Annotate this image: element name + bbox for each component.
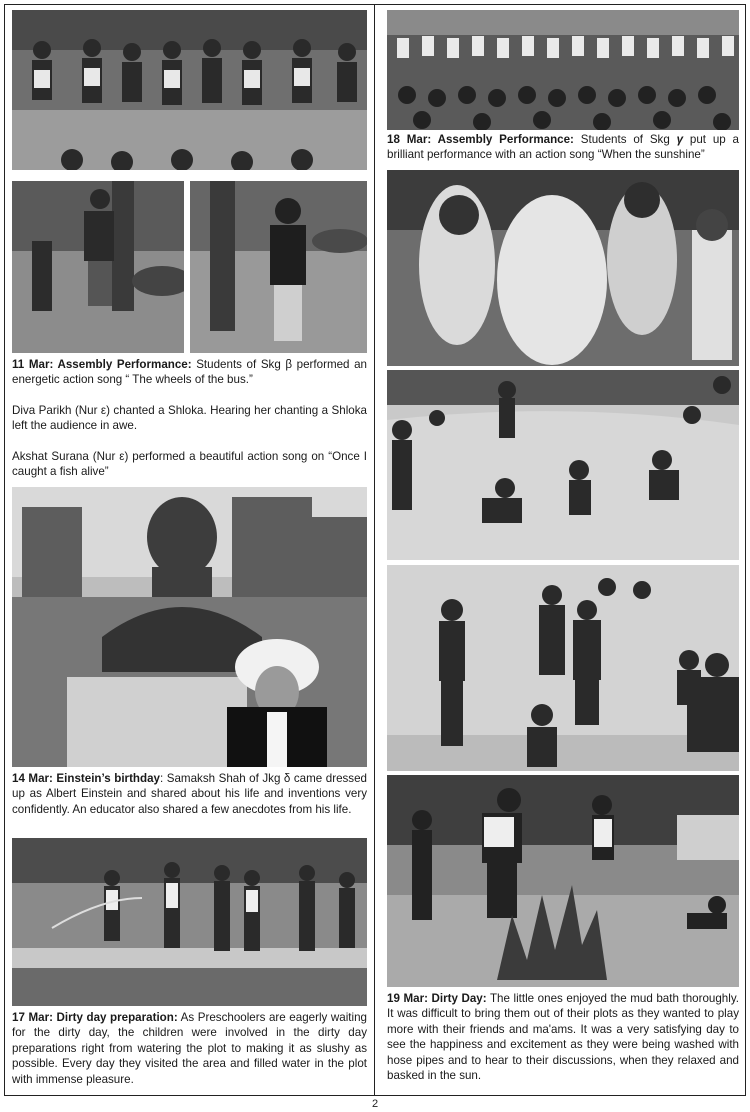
photo-assembly-group xyxy=(12,10,367,170)
photo-mud-splash xyxy=(387,775,739,987)
column-divider xyxy=(374,4,375,1096)
caption-11-mar-para3: Akshat Surana (Nur ε) performed a beautiful action song on “Once I caught a fish alive” xyxy=(12,449,367,479)
photo-girl-posing xyxy=(190,181,367,353)
caption-11-mar xyxy=(12,357,367,479)
photo-watering-plot xyxy=(12,838,367,1006)
photo-mud-play-1 xyxy=(387,370,739,560)
caption-19-mar: 19 Mar: Dirty Day: The little ones enjoyed the mud bath thoroughly. It was difficult to bring them out of their plots as they wanted to play more with their friends and ma'ams. It was a very satisfying day to see the happiness and excitement as they were being washed with hose pipes and to hear to their discussions, when they relaxed and basked in the sun. xyxy=(387,992,739,1083)
caption-14-mar: 14 Mar: Einstein’s birthday: Samaksh Shah of Jkg δ came dressed up as Albert Einstein and shared about his life and inventions very confidently. An educator also shared a few anecdotes from his life. xyxy=(12,772,368,816)
caption-17-mar: 17 Mar: Dirty day preparation: As Preschoolers are eagerly waiting for the dirty day, the children were involved in the dirty day preparations right from watering the plot to making it as slushy as possible. Every day they visited the area and filled water in the plot with immense pleasure. xyxy=(12,1011,367,1086)
caption-11-mar-para2: Diva Parikh (Nur ε) chanted a Shloka. Hearing her chanting a Shloka left the audience in awe. xyxy=(12,403,367,433)
page-number: 2 xyxy=(371,1098,379,1110)
photo-boy-posing xyxy=(12,181,184,353)
caption-18-mar: 18 Mar: Assembly Performance: Students of Skg γ put up a brilliant performance with an action song “When the sunshine” xyxy=(387,133,739,162)
photo-mud-play-2 xyxy=(387,565,739,771)
photo-action-song-assembly xyxy=(387,10,739,130)
photo-children-with-cloths xyxy=(387,170,739,366)
caption-11-mar-para1: 11 Mar: Assembly Performance: Students of Skg β performed an energetic action song “ The wheels of the bus.” xyxy=(12,358,367,387)
photo-einstein-bust xyxy=(12,487,367,767)
